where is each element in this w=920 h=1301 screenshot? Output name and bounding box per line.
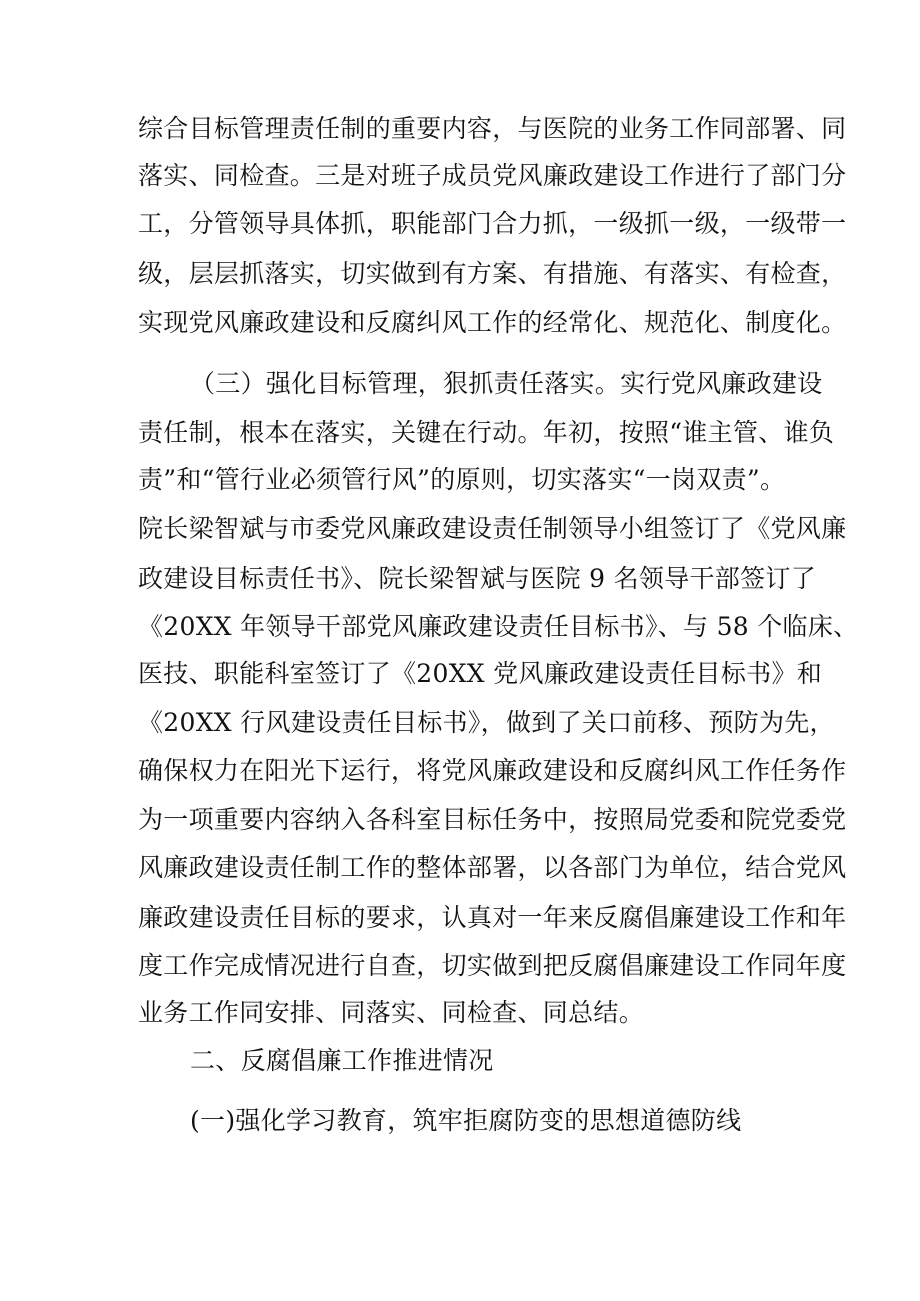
paragraph-2-line-1: （三）强化目标管理，狠抓责任落实。实行党风廉政建设 <box>190 369 823 398</box>
paragraph-2-line-12: 廉政建设责任目标的要求，认真对一年来反腐倡廉建设工作和年 <box>138 903 847 932</box>
paragraph-2-line-14: 业务工作同安排、同落实、同检查、同总结。 <box>138 998 645 1027</box>
paragraph-2-line-6: 《20XX 年领导干部党风廉政建设责任目标书》、与 58 个临床、 <box>138 612 859 641</box>
paragraph-2-line-9: 确保权力在阳光下运行，将党风廉政建设和反腐纠风工作任务作 <box>138 756 847 785</box>
paragraph-2-line-5: 政建设目标责任书》、院长梁智斌与医院 9 名领导干部签订了 <box>138 564 817 593</box>
paragraph-1-line-1: 综合目标管理责任制的重要内容，与医院的业务工作同部署、同 <box>138 114 847 143</box>
section-heading: 二、反腐倡廉工作推进情况 <box>190 1046 494 1075</box>
paragraph-1-line-4: 级，层层抓落实，切实做到有方案、有措施、有落实、有检查， <box>138 259 847 288</box>
paragraph-2-line-8: 《20XX 行风建设责任目标书》，做到了关口前移、预防为先， <box>138 708 835 737</box>
paragraph-2-line-11: 风廉政建设责任制工作的整体部署，以各部门为单位，结合党风 <box>138 853 847 882</box>
paragraph-1-line-2: 落实、同检查。三是对班子成员党风廉政建设工作进行了部门分 <box>138 161 847 190</box>
subsection-heading: (一)强化学习教育，筑牢拒腐防变的思想道德防线 <box>190 1106 742 1135</box>
paragraph-2-line-13: 度工作完成情况进行自查，切实做到把反腐倡廉建设工作同年度 <box>138 951 847 980</box>
paragraph-2-line-10: 为一项重要内容纳入各科室目标任务中，按照局党委和院党委党 <box>138 805 847 834</box>
paragraph-1-line-3: 工，分管领导具体抓，职能部门合力抓，一级抓一级，一级带一 <box>138 209 847 238</box>
paragraph-2-line-3: 责”和“管行业必须管行风”的原则，切实落实“一岗双责”。 <box>138 465 786 494</box>
paragraph-2-line-2: 责任制，根本在落实，关键在行动。年初，按照“谁主管、谁负 <box>138 418 835 447</box>
paragraph-1-line-5: 实现党风廉政建设和反腐纠风工作的经常化、规范化、制度化。 <box>138 308 847 337</box>
paragraph-2-line-4: 院长梁智斌与市委党风廉政建设责任制领导小组签订了《党风廉 <box>138 514 847 543</box>
paragraph-2-line-7: 医技、职能科室签订了《20XX 党风廉政建设责任目标书》和 <box>138 659 823 688</box>
